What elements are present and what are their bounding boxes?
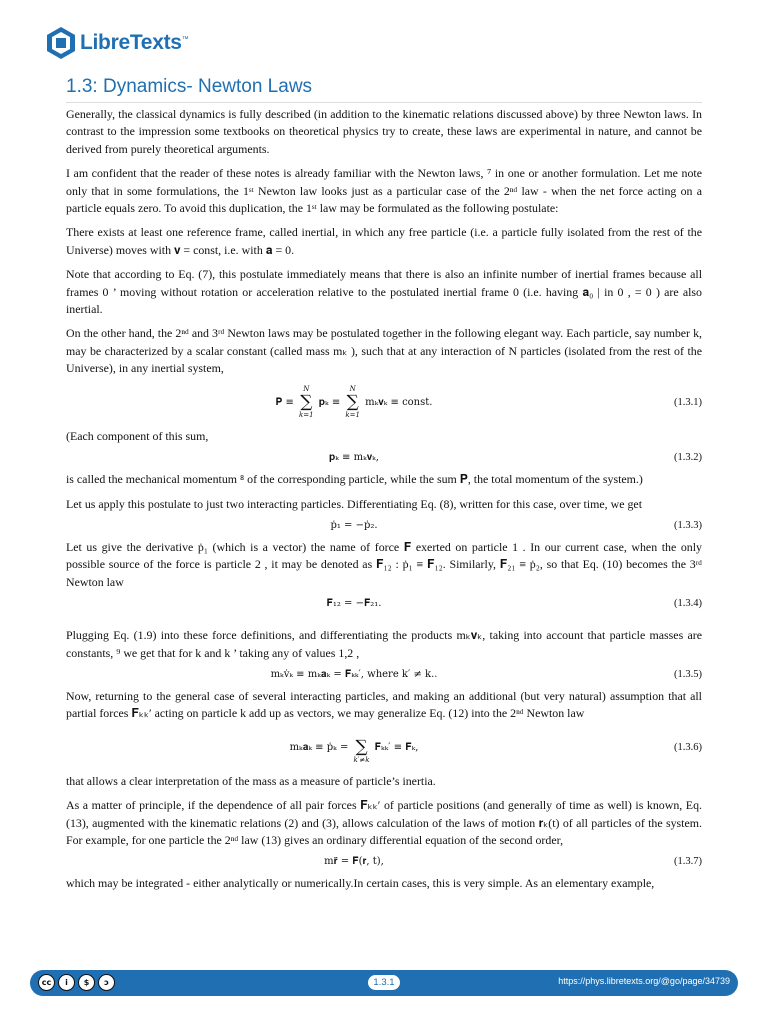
equation-1-3-5 bbox=[66, 669, 702, 680]
equation-body: mₖv̇ₖ ≡ mₖ𝐚ₖ = 𝐅ₖₖ′, where k′ ≠ k.. bbox=[270, 668, 438, 680]
equation-number: (1.3.3) bbox=[674, 519, 702, 531]
equation-1-3-7 bbox=[66, 856, 702, 867]
equation-number: (1.3.5) bbox=[674, 668, 702, 680]
paragraph: There exists at least one reference frame, called inertial, in which any free particle (i.e. a particle fully isolated from the rest of the Universe) moves with 𝐯 = const, i.e. with 𝐚 = 0. bbox=[66, 225, 702, 257]
equation-number: (1.3.1) bbox=[674, 396, 702, 408]
equation-body: ṗ₁ = −ṗ₂. bbox=[330, 519, 378, 531]
equation-number: (1.3.4) bbox=[674, 598, 702, 610]
paragraph: Now, returning to the general case of several interacting particles, and making an additional (but very natural) assumption that all partial forces 𝐅ₖₖ′ acting on particle k add up as vectors, we may generalize Eq. (12) into the 2ⁿᵈ Newton law bbox=[66, 688, 702, 721]
paragraph: Note that according to Eq. (7), this postulate immediately means that there is also an infinite number of inertial frames because all frames 0 ’ moving without rotation or acceleration relative to the postulated inertial frame 0 (i.e. having 𝐚₀ | in 0 , = 0 ) are also inertial. bbox=[66, 267, 702, 317]
equation-body: mₖ𝐚ₖ ≡ ṗₖ = ∑ k′≠k 𝐅ₖₖ′ ≡ 𝐅ₖ, bbox=[289, 736, 419, 764]
paragraph: Let us give the derivative ṗ₁ (which is a vector) the name of force 𝐅 exerted on particle 1 . In our current case, when the only possible source of the force is particle 2 , it may be denoted as 𝐅₁₂ : ṗ₁ ≡ 𝐅₁₂. Similarly, 𝐅₂₁ ≡ ṗ₂, so that Eq. (10) becomes the 3ʳᵈ Newton law bbox=[66, 539, 702, 589]
page-number: 1.3.1 bbox=[368, 975, 400, 990]
cc-icon: cc bbox=[38, 974, 55, 991]
paragraph: is called the mechanical momentum ⁸ of the corresponding particle, while the sum 𝐏, the total momentum of the system.) bbox=[66, 472, 643, 487]
libretexts-logo-icon bbox=[46, 26, 76, 60]
paragraph: Generally, the classical dynamics is fully described (in addition to the kinematic relations discussed above) by three Newton laws. In contrast to the impression some textbooks on theoretical physics try to create, these laws are experimental in nature, and cannot be derived from purely theoretical arguments. bbox=[66, 107, 702, 156]
paragraph: which may be integrated - either analytically or numerically.In certain cases, this is very simple. As an elementary example, bbox=[66, 876, 655, 891]
sa-icon: ↄ bbox=[98, 974, 115, 991]
paragraph: I am confident that the reader of these notes is already familiar with the Newton laws, ⁷ in one or another formulation. Let me note only that in some formulations, the 1ˢᵗ Newton law looks just as a particular case of the 2ⁿᵈ law - when the net force acting on a particle equals zero. To avoid this duplication, the 1ˢᵗ law may be formulated as the following postulate: bbox=[66, 166, 702, 216]
equation-body: m𝐫̈ = 𝐅(𝐫, t), bbox=[324, 856, 384, 868]
equation-1-3-4 bbox=[66, 598, 702, 609]
equation-1-3-2 bbox=[66, 452, 702, 463]
paragraph: Let us apply this postulate to just two interacting particles. Differentiating Eq. (8), written for this case, over time, we get bbox=[66, 496, 642, 511]
license-badges[interactable] bbox=[38, 974, 115, 991]
paragraph: Plugging Eq. (1.9) into these force definitions, and differentiating the products mₖ𝐯ₖ, taking into account that particle masses are constants, ⁹ we get that for k and k ’ taking any of values 1,2 , bbox=[66, 628, 702, 660]
paragraph: (Each component of this sum, bbox=[66, 428, 209, 443]
page-url-link[interactable]: https://phys.libretexts.org/@go/page/34739 bbox=[558, 976, 730, 986]
equation-number: (1.3.7) bbox=[674, 856, 702, 868]
logo-text: LibreTexts™ bbox=[80, 31, 189, 54]
nc-icon: $ bbox=[78, 974, 95, 991]
paragraph: that allows a clear interpretation of the mass as a measure of particle’s inertia. bbox=[66, 773, 436, 788]
libretexts-logo[interactable] bbox=[46, 26, 188, 60]
equation-1-3-1 bbox=[66, 385, 702, 420]
equation-body: 𝐅₁₂ = −𝐅₂₁. bbox=[326, 598, 382, 610]
equation-number: (1.3.6) bbox=[674, 741, 702, 753]
equation-body: 𝐩ₖ ≡ mₖ𝐯ₖ, bbox=[329, 452, 379, 464]
equation-number: (1.3.2) bbox=[674, 452, 702, 464]
paragraph: On the other hand, the 2ⁿᵈ and 3ʳᵈ Newton laws may be postulated together in the following elegant way. Each particle, say number k, may be characterized by a scalar constant (called mass mₖ ), such that at any interaction of N particles (isolated from the rest of the Universe), in any inertial system, bbox=[66, 326, 702, 376]
page-title: 1.3: Dynamics- Newton Laws bbox=[66, 76, 313, 97]
equation-1-3-3 bbox=[66, 520, 702, 531]
article-body bbox=[66, 106, 702, 900]
equation-body: 𝐏 ≡ N ∑ k=1 𝐩ₖ ≡ N ∑ k=1 mₖ𝐯ₖ ≡ const. bbox=[275, 384, 433, 419]
by-icon: i bbox=[58, 974, 75, 991]
equation-1-3-6 bbox=[66, 730, 702, 765]
title-divider bbox=[66, 102, 702, 103]
paragraph: As a matter of principle, if the dependence of all pair forces 𝐅ₖₖ′ of particle positions (and generally of time as well) is known, Eq. (13), augmented with the kinematic relations (2) and (3), allows calculation of the laws of motion 𝐫ₖ(t) of all particles of the system. For example, for one particle the 2ⁿᵈ law (13) gives an ordinary differential equation of the second order, bbox=[66, 798, 702, 847]
